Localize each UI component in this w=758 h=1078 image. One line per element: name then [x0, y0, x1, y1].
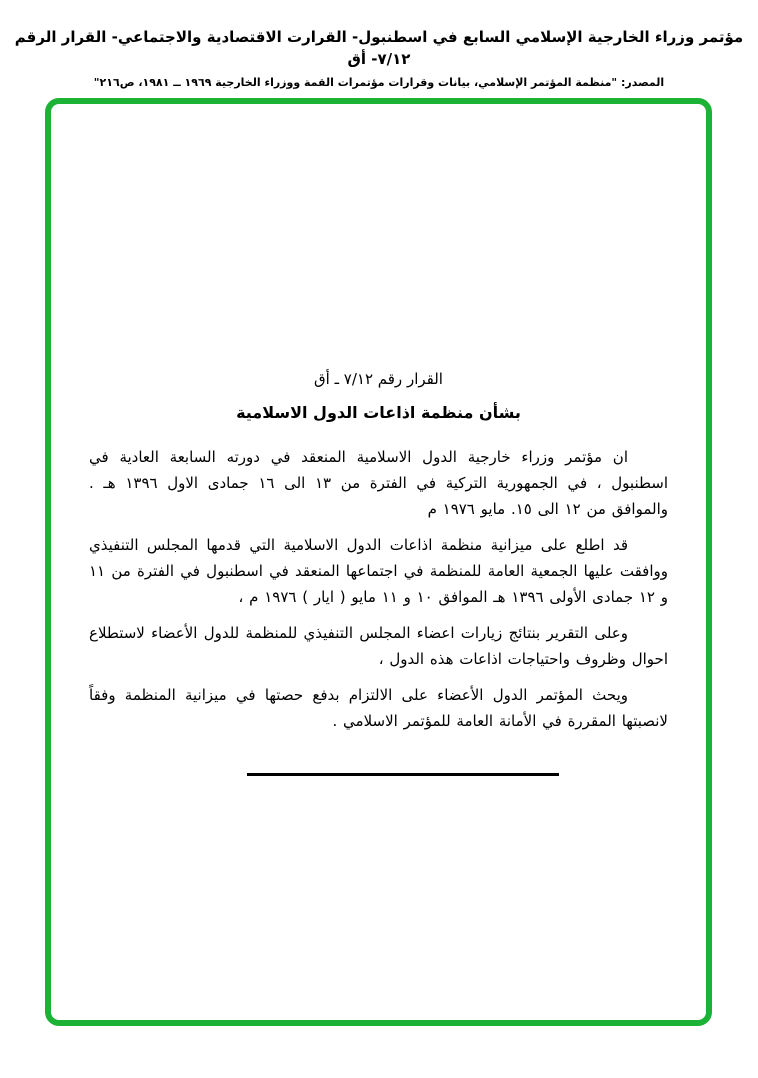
separator-line [247, 773, 559, 776]
header-source-citation: المصدر: "منظمة المؤتمر الإسلامي، بيانات وقرارات مؤتمرات القمة ووزراء الخارجية ١٩٦٩ ــ ١٩٨١، ص٢١٦" [93, 76, 665, 89]
document-body [51, 104, 706, 734]
paragraph-preamble: ان مؤتمر وزراء خارجية الدول الاسلامية المنعقد في دورته السابعة العادية في اسطنبول ، في الجمهورية التركية في الفترة من ١٣ الى ١٦ جمادى الاول ١٣٩٦ هـ . والموافق من ١٢ الى ١٥. مايو ١٩٧٦ م [89, 448, 669, 518]
paragraph-budget-review: قد اطلع على ميزانية منظمة اذاعات الدول الاسلامية التي قدمها المجلس التنفيذي ووافقت عليها الجمعية العامة للمنظمة في اجتماعها المنعقد في اسطنبول في الفترة من ١١ و ١٢ جمادى الأولى ١٣٩٦ هـ الموافق ١٠ و ١١ مايو ( ايار ) ١٩٧٦ م ، [89, 536, 668, 606]
document-frame [45, 98, 712, 1026]
document-header [0, 0, 758, 91]
header-source-title: مؤتمر وزراء الخارجية الإسلامي السابع في اسطنبول- القرارت الاقتصادية والاجتماعي- القرار الرقم ٧/١٢- أق [14, 28, 744, 68]
paragraph-visits-report: وعلى التقرير بنتائج زيارات اعضاء المجلس التنفيذي للمنظمة للدول الأعضاء لاستطلاع احوال وظروف واحتياجات اذاعات هذه الدول ، [89, 624, 668, 668]
decision-subject-title: بشأن منظمة اذاعات الدول الاسلامية [236, 403, 521, 422]
paragraph-payment-urging: ويحث المؤتمر الدول الأعضاء على الالتزام بدفع حصتها في ميزانية المنظمة وفقاً لانصبتها المقررة في الأمانة العامة للمؤتمر الاسلامي . [89, 686, 668, 730]
decision-number-title: القرار رقم ٧/١٢ ـ أق [314, 370, 443, 388]
